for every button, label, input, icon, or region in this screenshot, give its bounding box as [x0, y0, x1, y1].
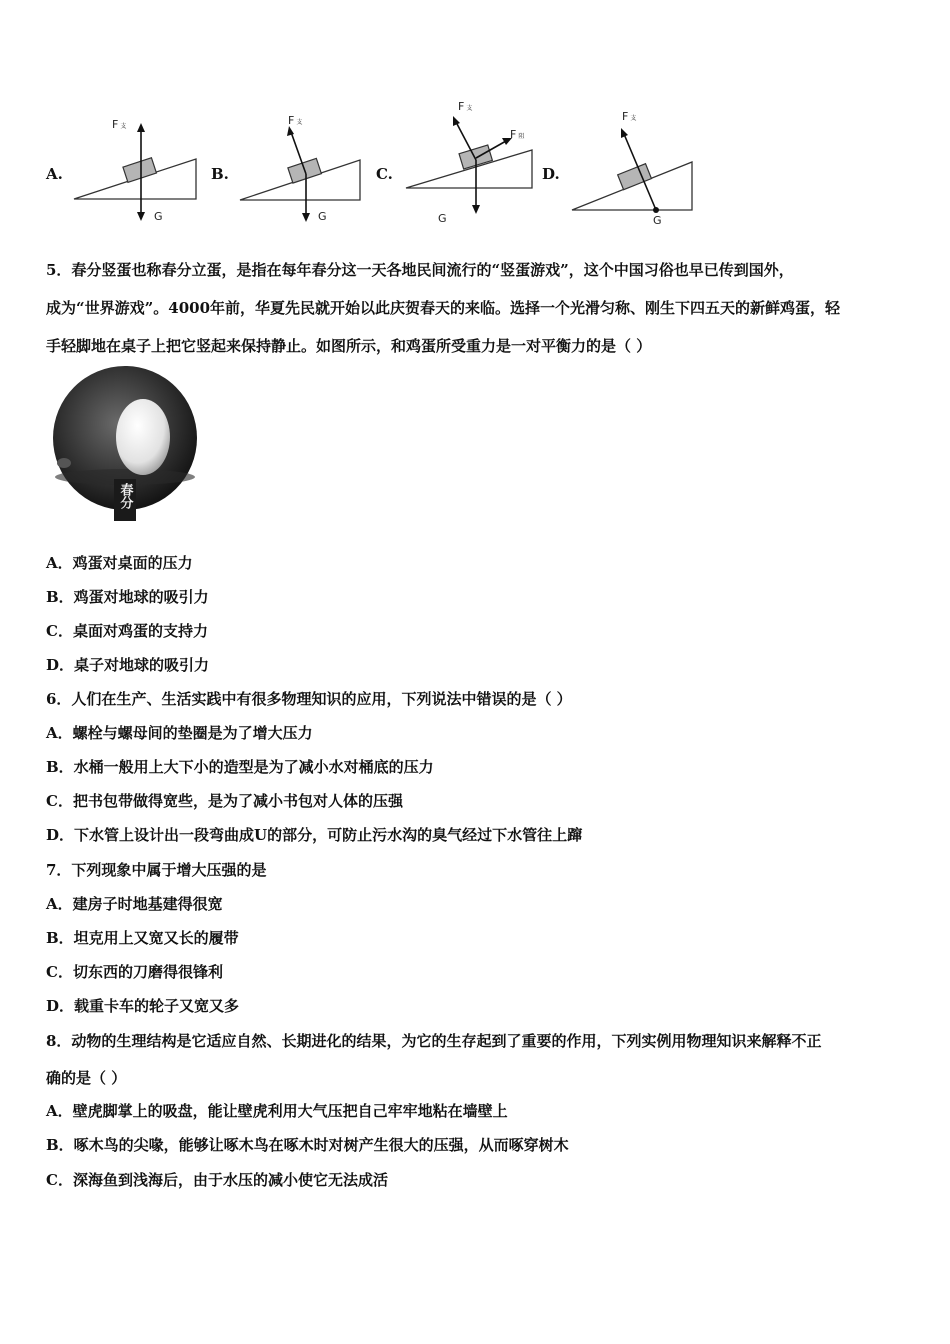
q8-option-b: B．啄木鸟的尖喙，能够让啄木鸟在啄木时对树产生很大的压强，从而啄穿树木	[46, 1136, 569, 1154]
f-sub: 支	[630, 115, 637, 122]
diagram-d	[568, 106, 698, 226]
photo-caption: 春分	[117, 483, 133, 509]
q5-stem-line-3: 手轻脚地在桌子上把它竖起来保持静止。如图所示，和鸡蛋所受重力是一对平衡力的是（ ）	[46, 337, 652, 355]
option-d-letter: D.	[542, 165, 560, 183]
q5-option-c: C．桌面对鸡蛋的支持力	[46, 622, 208, 640]
q6-stem: 6．人们在生产、生活实践中有很多物理知识的应用，下列说法中错误的是（ ）	[46, 690, 572, 708]
f-sub: 支	[296, 119, 303, 126]
option-b-letter: B.	[211, 165, 229, 183]
f-label: F	[458, 100, 465, 113]
diagram-b	[236, 110, 366, 225]
f-label: F	[112, 118, 119, 131]
q8-option-a: A．壁虎脚掌上的吸盘，能让壁虎利用大气压把自己牢牢地粘在墙壁上	[46, 1102, 508, 1120]
svg-text:F支	[458, 100, 472, 113]
option-c-letter: C.	[376, 165, 393, 183]
q7-option-c: C．切东西的刀磨得很锋利	[46, 963, 223, 981]
fz-label: F	[510, 128, 517, 141]
q6-option-b: B．水桶一般用上大下小的造型是为了减小水对桶底的压力	[46, 758, 434, 776]
option-a-letter: A.	[46, 165, 63, 183]
diagram-a	[70, 115, 200, 225]
q5-option-b: B．鸡蛋对地球的吸引力	[46, 588, 209, 606]
g-label: G	[154, 210, 163, 223]
egg-photo	[50, 365, 200, 525]
q5-stem-line-1: 5．春分竖蛋也称春分立蛋，是指在每年春分这一天各地民间流行的“竖蛋游戏”，这个中国习俗也早已传到国外，	[46, 261, 794, 279]
q5-option-a: A．鸡蛋对桌面的压力	[46, 554, 193, 572]
f-sub: 支	[120, 123, 127, 130]
svg-text:F支	[288, 114, 302, 127]
fz-sub: 阻	[518, 133, 525, 140]
diagram-c	[402, 98, 537, 226]
q8-stem-line-2: 确的是（ ）	[46, 1069, 127, 1087]
q7-stem: 7．下列现象中属于增大压强的是	[46, 861, 267, 879]
g-label: G	[318, 210, 327, 223]
q7-option-b: B．坦克用上又宽又长的履带	[46, 929, 239, 947]
q8-stem-line-1: 8．动物的生理结构是它适应自然、长期进化的结果，为它的生存起到了重要的作用，下列实例用物理知识来解释不正	[46, 1032, 822, 1050]
q5-option-d: D．桌子对地球的吸引力	[46, 656, 210, 674]
g-label: G	[438, 212, 447, 225]
q5-stem-line-2: 成为“世界游戏”。4000年前，华夏先民就开始以此庆贺春天的来临。选择一个光滑匀称、刚生下四五天的新鲜鸡蛋，轻	[46, 299, 841, 317]
q7-option-a: A．建房子时地基建得很宽	[46, 895, 223, 913]
force-origin-dot	[653, 207, 659, 213]
q6-option-d: D．下水管上设计出一段弯曲成U的部分，可防止污水沟的臭气经过下水管往上蹿	[46, 826, 583, 844]
svg-text:F支	[112, 118, 126, 131]
block	[123, 158, 156, 183]
q6-option-c: C．把书包带做得宽些，是为了减小书包对人体的压强	[46, 792, 403, 810]
q8-option-c: C．深海鱼到浅海后，由于水压的减小使它无法成活	[46, 1171, 388, 1189]
svg-text:F支	[622, 110, 636, 123]
f-sub: 支	[466, 105, 473, 112]
g-label: G	[653, 214, 662, 226]
f-label: F	[288, 114, 295, 127]
q6-option-a: A．螺栓与螺母间的垫圈是为了增大压力	[46, 724, 313, 742]
f-label: F	[622, 110, 629, 123]
svg-text:F阻	[510, 128, 524, 141]
egg	[116, 399, 170, 475]
q7-option-d: D．载重卡车的轮子又宽又多	[46, 997, 240, 1015]
